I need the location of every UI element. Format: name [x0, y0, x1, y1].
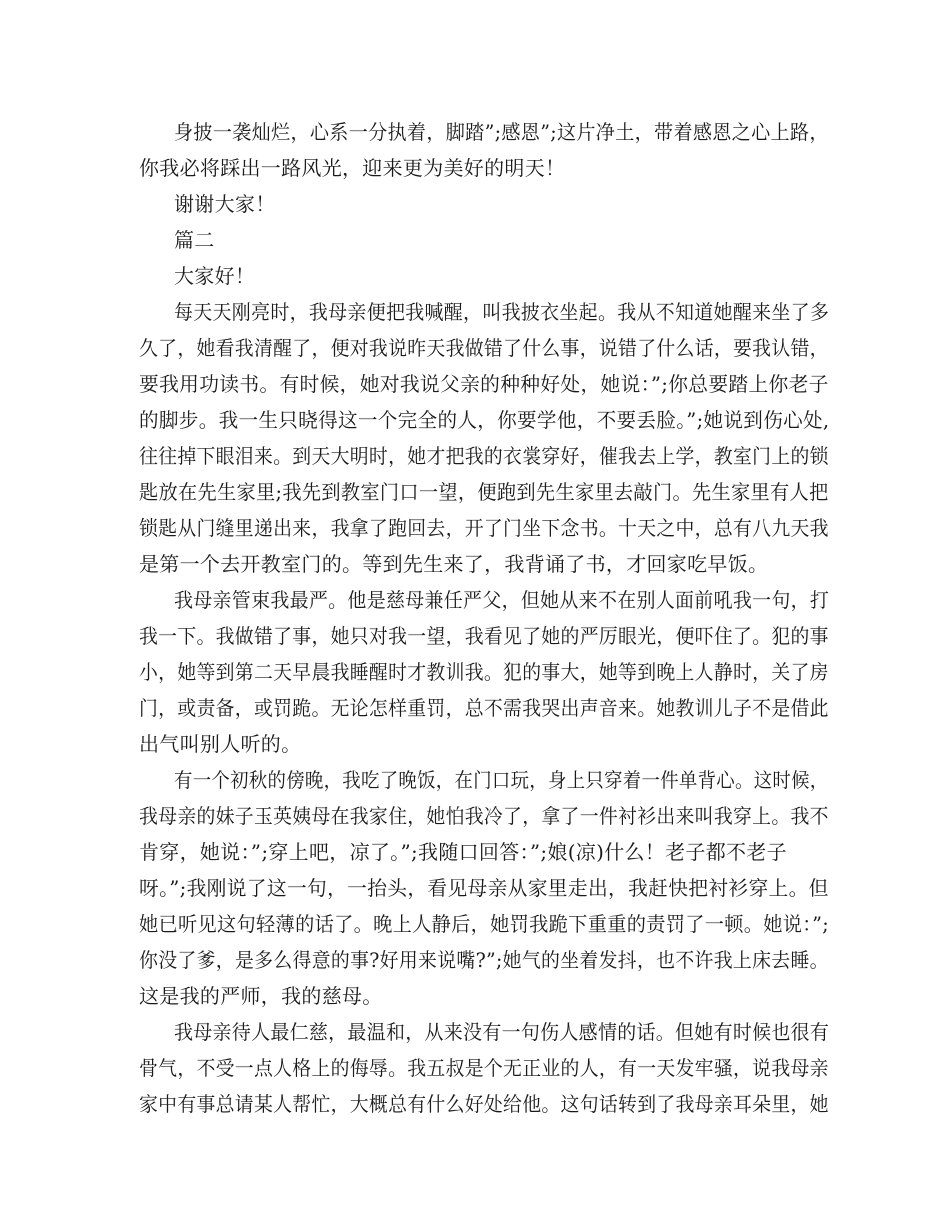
text-line: 锁匙从门缝里递出来，我拿了跑回去，开了门坐下念书。十天之中，总有八九天我: [139, 516, 829, 540]
text-line: 肯穿，她说：”;穿上吧，凉了。”;我随口回答：”;娘(凉)什么！老子都不老子: [139, 840, 787, 864]
text-line: 久了，她看我清醒了，便对我说昨天我做错了什么事，说错了什么话，要我认错，: [139, 336, 829, 360]
text-line: 身披一袭灿烂，心系一分执着，脚踏”;感恩”;这片净土，带着感恩之心上路，: [174, 120, 829, 144]
text-line: 有一个初秋的傍晚，我吃了晚饭，在门口玩，身上只穿着一件单背心。这时候，: [174, 768, 829, 792]
text-line: 小，她等到第二天早晨我睡醒时才教训我。犯的事大，她等到晚上人静时，关了房: [139, 660, 829, 684]
text-line: 呀。”;我刚说了这一句，一抬头，看见母亲从家里走出，我赶快把衬衫穿上。但: [139, 876, 829, 900]
greeting-line: 大家好！: [174, 264, 256, 288]
text-line: 出气叫别人听的。: [139, 732, 302, 756]
text-line: 要我用功读书。有时候，她对我说父亲的种种好处，她说：”;你总要踏上你老子: [139, 372, 829, 396]
text-line: 我母亲管束我最严。他是慈母兼任严父，但她从来不在别人面前吼我一句，打: [174, 588, 830, 612]
text-line: 每天天刚亮时，我母亲便把我喊醒，叫我披衣坐起。我从不知道她醒来坐了多: [174, 300, 830, 324]
text-line: 你没了爹，是多么得意的事?好用来说嘴?”;她气的坐着发抖，也不许我上床去睡。: [139, 948, 829, 972]
text-line: 门，或责备，或罚跪。无论怎样重罚，总不需我哭出声音来。她教训儿子不是借此: [139, 696, 829, 720]
text-line: 我母亲的妹子玉英姨母在我家住，她怕我冷了，拿了一件衬衫出来叫我穿上。我不: [139, 804, 829, 828]
text-line: 我一下。我做错了事，她只对我一望，我看见了她的严厉眼光，便吓住了。犯的事: [139, 624, 829, 648]
text-line: 我母亲待人最仁慈，最温和，从来没有一句伤人感情的话。但她有时候也很有: [174, 1020, 830, 1044]
text-line: 她已听见这句轻薄的话了。晚上人静后，她罚我跪下重重的责罚了一顿。她说：”;: [139, 912, 830, 936]
text-line: 是第一个去开教室门的。等到先生来了，我背诵了书，才回家吃早饭。: [139, 552, 769, 576]
closing-line: 谢谢大家！: [174, 192, 276, 216]
section-heading: 篇二: [174, 228, 215, 252]
text-line: 匙放在先生家里;我先到教室门口一望，便跑到先生家里去敲门。先生家里有人把: [139, 480, 829, 504]
text-line: 家中有事总请某人帮忙，大概总有什么好处给他。这句话转到了我母亲耳朵里，她: [139, 1092, 829, 1116]
text-line: 你我必将踩出一路风光，迎来更为美好的明天！: [139, 156, 566, 180]
text-line: 的脚步。我一生只晓得这一个完全的人，你要学他，不要丢脸。”;她说到伤心处,: [139, 408, 830, 432]
text-line: 往往掉下眼泪来。到天大明时，她才把我的衣裳穿好，催我去上学，教室门上的锁: [139, 444, 829, 468]
text-line: 这是我的严师，我的慈母。: [139, 984, 383, 1008]
text-line: 骨气，不受一点人格上的侮辱。我五叔是个无正业的人，有一天发牢骚，说我母亲: [139, 1056, 829, 1080]
